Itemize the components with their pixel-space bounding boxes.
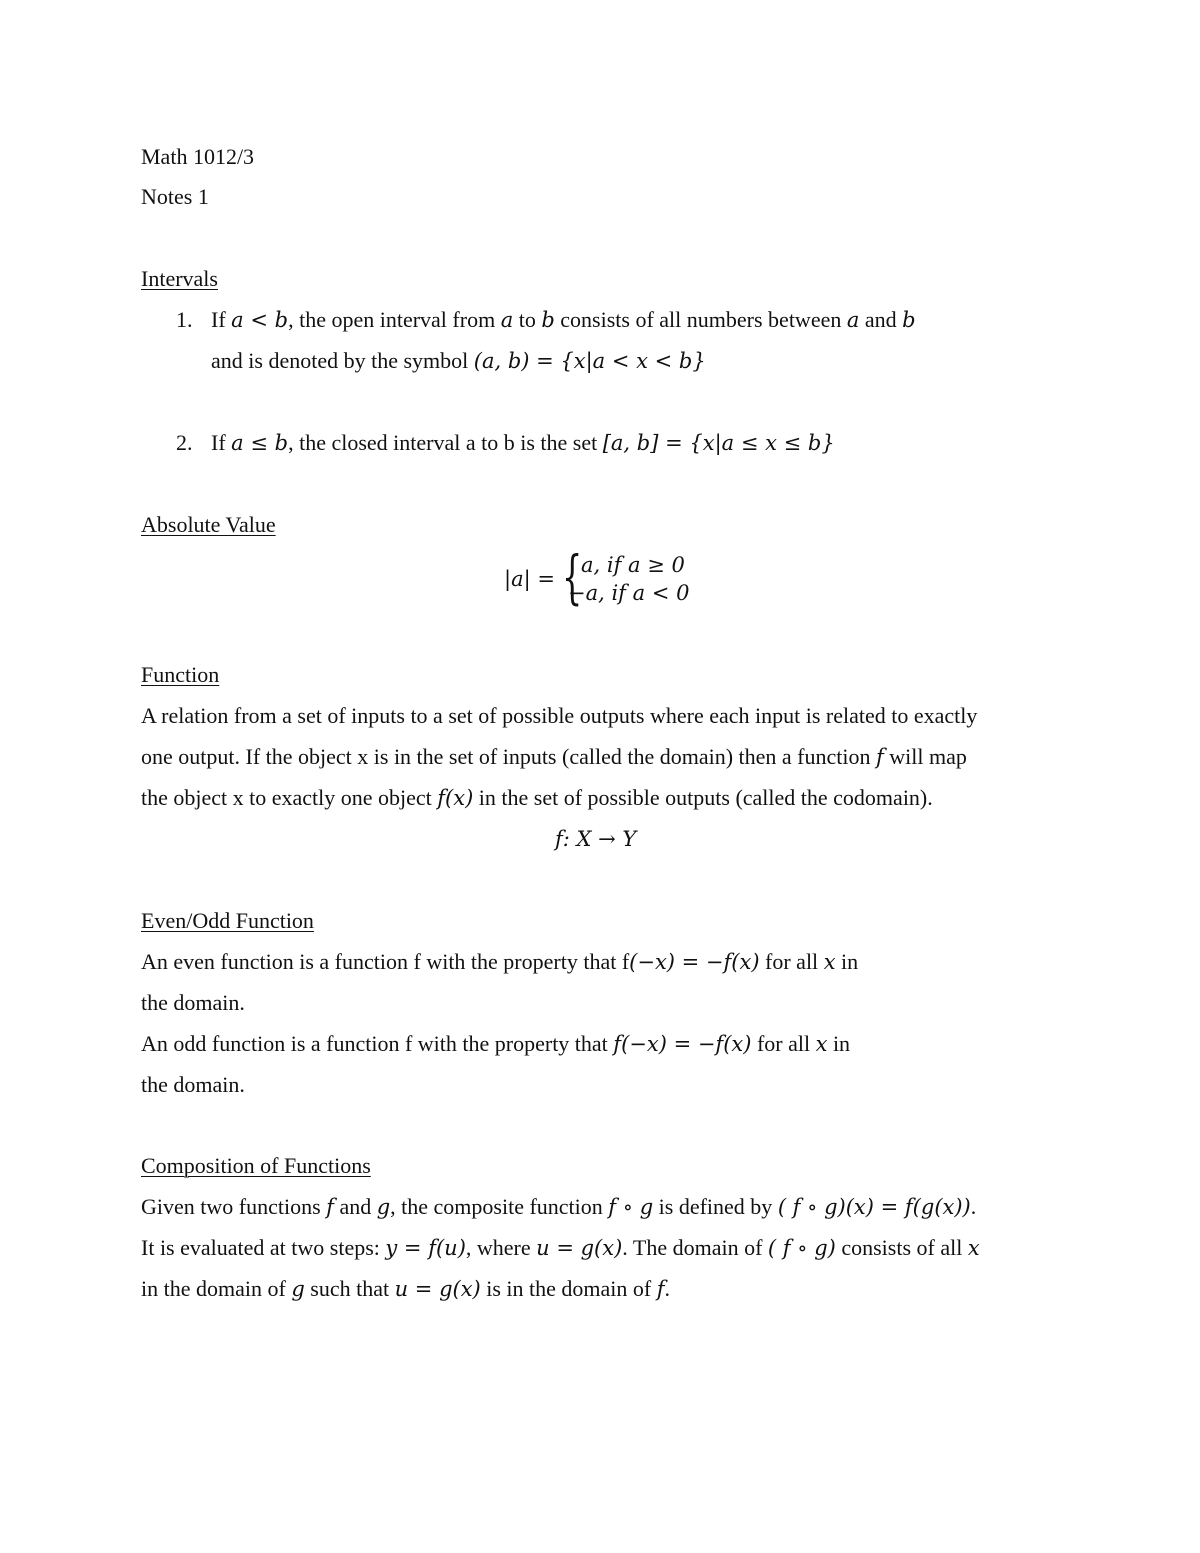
absolute-value-heading: Absolute Value bbox=[141, 512, 276, 537]
interval-item-1-line-1: If a < b, the open interval from a to b consists of all numbers between a and b bbox=[211, 307, 916, 332]
absolute-value-case-2: −a, if a < 0 bbox=[568, 581, 690, 605]
function-mapping: f: X → Y bbox=[555, 827, 637, 851]
notes-title: Notes 1 bbox=[141, 184, 209, 209]
interval-item-2-number: 2. bbox=[176, 430, 193, 455]
interval-item-2-line: If a ≤ b, the closed interval a to b is the set [a, b] = {x|a ≤ x ≤ b} bbox=[211, 430, 835, 455]
function-heading: Function bbox=[141, 662, 220, 687]
odd-function-line-2: the domain. bbox=[141, 1072, 245, 1097]
absolute-value-lhs: |a| = bbox=[504, 567, 555, 591]
composition-line-3: in the domain of g such that u = g(x) is in the domain of f. bbox=[141, 1276, 671, 1301]
even-function-line-1: An even function is a function f with the property that f(−x) = −f(x) for all x in bbox=[141, 949, 859, 974]
interval-item-1-number: 1. bbox=[176, 307, 193, 332]
even-function-line-2: the domain. bbox=[141, 990, 245, 1015]
composition-heading: Composition of Functions bbox=[141, 1153, 371, 1178]
function-line-3: the object x to exactly one object f(x) in the set of possible outputs (called the codomain). bbox=[141, 785, 933, 810]
function-line-2: one output. If the object x is in the set of inputs (called the domain) then a function f will map bbox=[141, 744, 967, 769]
intervals-heading: Intervals bbox=[141, 266, 218, 291]
composition-line-1: Given two functions f and g, the composite function f ∘ g is defined by ( f ∘ g)(x) = f(g(x)). bbox=[141, 1194, 977, 1219]
odd-function-line-1: An odd function is a function f with the property that f(−x) = −f(x) for all x in bbox=[141, 1031, 851, 1056]
function-line-1: A relation from a set of inputs to a set of possible outputs where each input is related to exactly bbox=[141, 703, 978, 728]
absolute-value-case-1: a, if a ≥ 0 bbox=[581, 553, 685, 577]
interval-item-1-line-2: and is denoted by the symbol (a, b) = {x|a < x < b} bbox=[211, 348, 706, 373]
piecewise-brace: { bbox=[562, 543, 583, 611]
even-odd-heading: Even/Odd Function bbox=[141, 908, 314, 933]
course-title: Math 1012/3 bbox=[141, 144, 255, 169]
composition-line-2: It is evaluated at two steps: y = f(u), where u = g(x). The domain of ( f ∘ g) consists of all x bbox=[141, 1235, 980, 1260]
